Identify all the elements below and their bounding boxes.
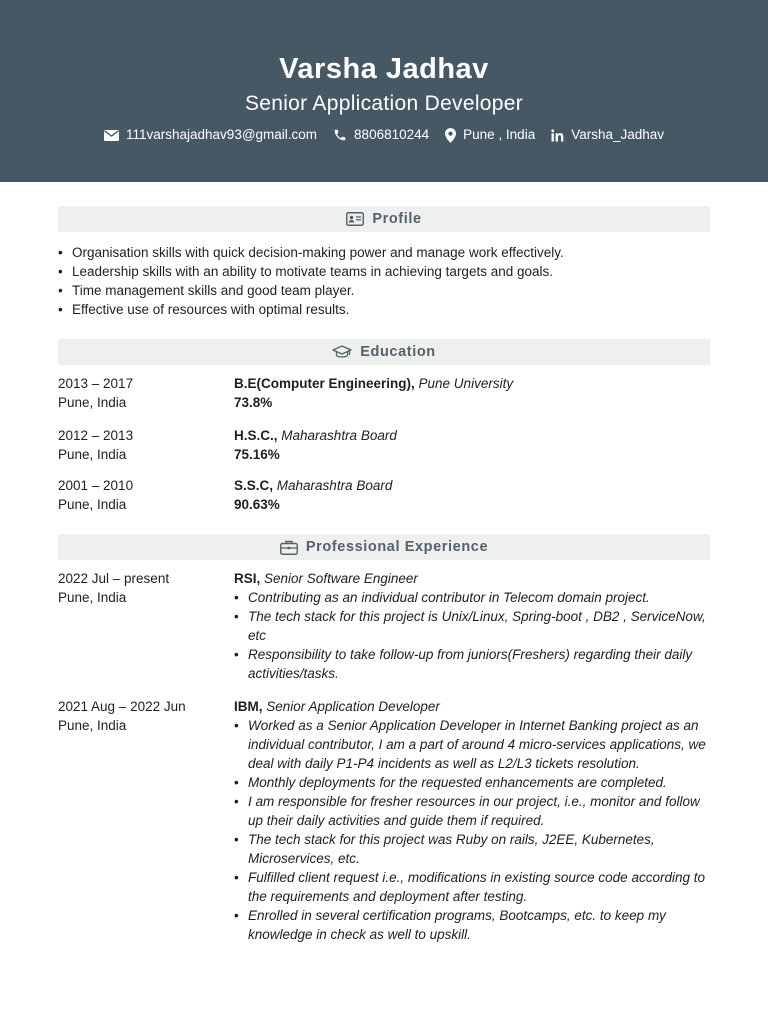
phone-icon xyxy=(333,128,347,142)
entry-dates: 2013 – 2017 xyxy=(58,376,134,391)
id-card-icon xyxy=(346,212,364,226)
list-item: • Fulfilled client request i.e., modifications in existing source code according to the requirements and deployment after testing. xyxy=(234,868,710,906)
entry-place: Pune, India xyxy=(58,590,127,605)
list-item: • The tech stack for this project was Ruby on rails, J2EE, Kubernetes, Microservices, etc. xyxy=(234,830,710,868)
list-item: • Contributing as an individual contributor in Telecom domain project. xyxy=(234,588,710,607)
phone-text: 8806810244 xyxy=(354,127,430,142)
graduation-cap-icon xyxy=(332,345,352,359)
entry-role: Senior Software Engineer xyxy=(264,571,418,586)
contact-row xyxy=(0,126,768,144)
experience-bullets xyxy=(234,716,710,944)
entry-company: RSI, xyxy=(234,571,261,586)
list-item: • Leadership skills with an ability to motivate teams in achieving targets and goals. xyxy=(58,262,710,281)
contact-location xyxy=(445,126,535,144)
email-text: 111varshajadhav93@gmail.com xyxy=(125,127,318,142)
entry-dates: 2021 Aug – 2022 Jun xyxy=(58,699,186,714)
candidate-headline: Senior Application Developer xyxy=(244,92,524,115)
section-title-education: Education xyxy=(360,344,436,360)
entry-institution: Pune University xyxy=(418,376,514,391)
entry-degree: B.E(Computer Engineering), xyxy=(234,376,415,391)
entry-place: Pune, India xyxy=(58,395,127,410)
experience-bullets xyxy=(234,588,710,683)
entry-place: Pune, India xyxy=(58,497,127,512)
entry-dates: 2001 – 2010 xyxy=(58,478,134,493)
entry-institution: Maharashtra Board xyxy=(281,428,397,443)
entry-dates: 2012 – 2013 xyxy=(58,428,134,443)
entry-institution: Maharashtra Board xyxy=(276,478,393,493)
entry-dates: 2022 Jul – present xyxy=(58,571,170,586)
contact-linkedin[interactable] xyxy=(551,126,664,144)
section-header-education xyxy=(58,339,710,365)
list-item: • Responsibility to take follow-up from juniors(Freshers) regarding their daily activities/tasks. xyxy=(234,645,710,683)
entry-score: 90.63% xyxy=(234,497,280,512)
candidate-name: Varsha Jadhav xyxy=(279,53,489,85)
entry-degree: H.S.C., xyxy=(234,428,278,443)
resume-header xyxy=(0,0,768,182)
entry-score: 75.16% xyxy=(234,447,280,462)
location-text: Pune , India xyxy=(463,127,536,142)
list-item: • Time management skills and good team player. xyxy=(58,281,710,300)
briefcase-icon xyxy=(280,540,298,555)
section-header-profile xyxy=(58,206,710,232)
linkedin-text: Varsha_Jadhav xyxy=(571,127,665,142)
contact-email[interactable] xyxy=(104,126,317,144)
section-title-experience: Professional Experience xyxy=(305,539,489,555)
linkedin-icon xyxy=(551,129,564,142)
entry-place: Pune, India xyxy=(58,718,127,733)
contact-phone[interactable] xyxy=(333,126,429,144)
section-title-profile: Profile xyxy=(372,211,422,227)
entry-score: 73.8% xyxy=(234,395,273,410)
section-header-experience xyxy=(58,534,710,560)
entry-degree: S.S.C, xyxy=(234,478,274,493)
location-pin-icon xyxy=(445,128,456,143)
entry-company: IBM, xyxy=(234,699,263,714)
list-item: • Worked as a Senior Application Developer in Internet Banking project as an individual contributor, I am a part of around 4 micro-services applications, we deal with daily P1-P4 incidents as well as L2/L3 tickets resolution. xyxy=(234,716,710,773)
profile-list xyxy=(58,243,710,319)
entry-place: Pune, India xyxy=(58,447,127,462)
list-item: • Enrolled in several certification programs, Bootcamps, etc. to keep my knowledge in check as well to upskill. xyxy=(234,906,710,944)
list-item: • The tech stack for this project is Unix/Linux, Spring-boot , DB2 , ServiceNow, etc xyxy=(234,607,710,645)
list-item: • I am responsible for fresher resources in our project, i.e., monitor and follow up their daily activities and guide them if required. xyxy=(234,792,710,830)
envelope-icon xyxy=(104,130,119,141)
list-item: • Monthly deployments for the requested enhancements are completed. xyxy=(234,773,710,792)
list-item: • Organisation skills with quick decision-making power and manage work effectively. xyxy=(58,243,710,262)
list-item: • Effective use of resources with optimal results. xyxy=(58,300,710,319)
entry-role: Senior Application Developer xyxy=(266,699,440,714)
